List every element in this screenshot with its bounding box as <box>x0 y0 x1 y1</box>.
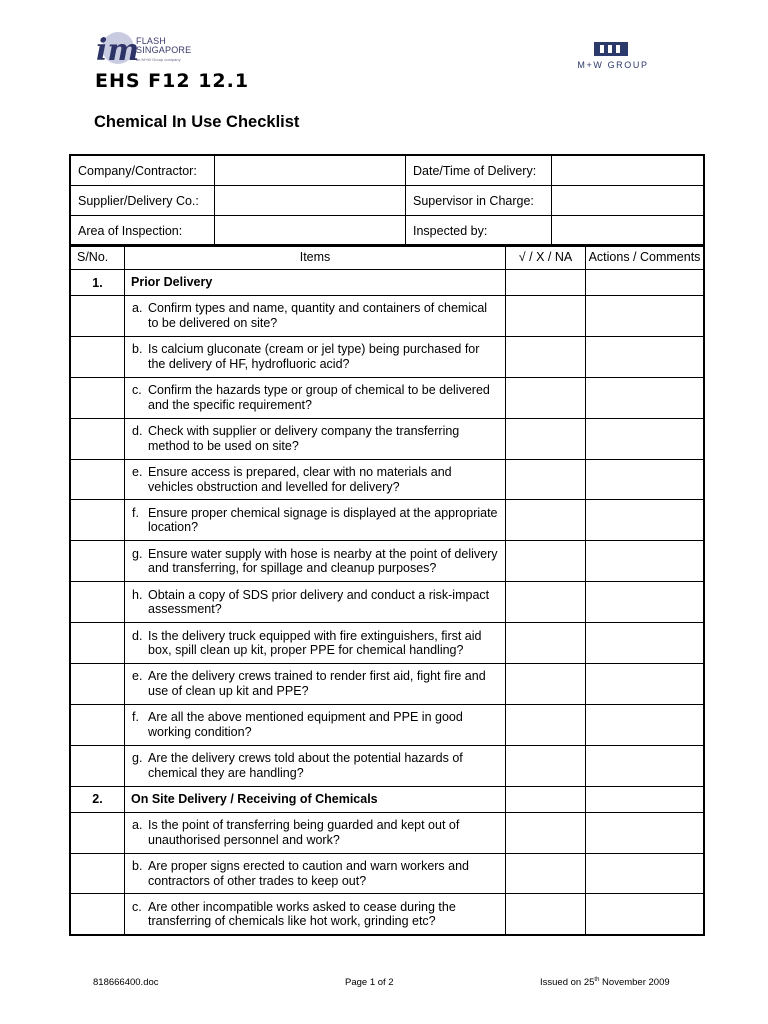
comments-cell[interactable] <box>586 786 705 812</box>
checklist-item-row <box>70 582 704 623</box>
checklist-item-row <box>70 296 704 337</box>
item-text: Are the delivery crews trained to render first aid, fight fire and use of clean up kit and PPE? <box>148 669 486 698</box>
item-text: Is calcium gluconate (cream or jel type) being purchased for the delivery of HF, hydrofluoric acid? <box>148 342 480 371</box>
item-letter: d. <box>132 424 143 439</box>
info-label: Area of Inspection: <box>70 216 215 247</box>
footer-issued-prefix: Issued on 25 <box>540 977 595 989</box>
info-label: Company/Contractor: <box>70 155 215 186</box>
footer-issued-sup: th <box>594 977 600 983</box>
mark-cell[interactable] <box>506 623 586 664</box>
sno-cell <box>70 377 125 418</box>
item-text: Is the point of transferring being guarded and kept out of unauthorised personnel and work? <box>148 818 460 847</box>
item-text: Obtain a copy of SDS prior delivery and conduct a risk-impact assessment? <box>148 587 490 617</box>
sno-cell <box>70 582 125 623</box>
mark-cell[interactable] <box>506 853 586 894</box>
flash-singapore-logo <box>94 28 204 70</box>
sno-cell <box>70 623 125 664</box>
checklist-item-row <box>70 500 704 541</box>
sno-cell <box>70 853 125 894</box>
comments-cell[interactable] <box>586 623 705 664</box>
comments-cell[interactable] <box>586 745 705 786</box>
item-text: Are proper signs erected to caution and warn workers and contractors of other trades to keep out? <box>148 859 470 888</box>
sno-cell <box>70 459 125 500</box>
checklist-item-row <box>70 894 704 935</box>
item-letter: c. <box>132 383 142 398</box>
sno-cell <box>70 336 125 377</box>
checklist-header-row <box>70 245 704 270</box>
item-letter: a. <box>132 301 143 316</box>
info-label: Inspected by: <box>406 216 552 247</box>
item-cell <box>125 582 506 623</box>
logo-left-text: FLASH SINGAPORE <box>136 36 192 55</box>
info-value-field[interactable] <box>552 186 705 216</box>
mark-cell[interactable] <box>506 894 586 935</box>
comments-cell[interactable] <box>586 704 705 745</box>
mw-group-logo <box>554 42 672 72</box>
header-items: Items <box>125 245 506 270</box>
item-letter: f. <box>132 505 139 520</box>
item-text: Check with supplier or delivery company the transferring method to be used on site? <box>148 424 460 453</box>
item-cell <box>125 812 506 853</box>
section-title: Prior Delivery <box>125 270 506 296</box>
item-text: Ensure proper chemical signage is displayed at the appropriate location? <box>148 505 498 535</box>
logo-right-text: M+W GROUP <box>577 60 649 70</box>
mark-cell[interactable] <box>506 541 586 582</box>
document-title: Chemical In Use Checklist <box>94 113 300 131</box>
info-value-field[interactable] <box>215 186 406 216</box>
mark-cell[interactable] <box>506 377 586 418</box>
item-cell <box>125 296 506 337</box>
sno-cell <box>70 812 125 853</box>
item-text: Are all the above mentioned equipment and PPE in good working condition? <box>148 710 463 739</box>
comments-cell[interactable] <box>586 500 705 541</box>
item-cell <box>125 459 506 500</box>
item-cell <box>125 894 506 935</box>
mark-cell[interactable] <box>506 704 586 745</box>
mark-cell[interactable] <box>506 786 586 812</box>
item-cell <box>125 377 506 418</box>
info-value-field[interactable] <box>215 155 406 186</box>
item-letter: e. <box>132 669 143 684</box>
sno-cell <box>70 418 125 459</box>
mark-cell[interactable] <box>506 812 586 853</box>
info-label: Date/Time of Delivery: <box>406 155 552 186</box>
sno-cell <box>70 894 125 935</box>
item-letter: h. <box>132 587 143 602</box>
mark-cell[interactable] <box>506 500 586 541</box>
sno-cell <box>70 664 125 705</box>
comments-cell[interactable] <box>586 296 705 337</box>
info-row <box>70 186 704 216</box>
sno-cell <box>70 296 125 337</box>
footer-issued-suffix: November 2009 <box>599 977 670 989</box>
item-letter: b. <box>132 342 143 357</box>
comments-cell[interactable] <box>586 664 705 705</box>
comments-cell[interactable] <box>586 853 705 894</box>
mark-cell[interactable] <box>506 418 586 459</box>
comments-cell[interactable] <box>586 812 705 853</box>
mark-cell[interactable] <box>506 336 586 377</box>
item-cell <box>125 500 506 541</box>
info-value-field[interactable] <box>552 155 705 186</box>
info-row <box>70 155 704 186</box>
item-cell <box>125 704 506 745</box>
header-actions: Actions / Comments <box>586 245 705 270</box>
item-cell <box>125 664 506 705</box>
info-row <box>70 216 704 247</box>
item-letter: g. <box>132 751 143 766</box>
item-cell <box>125 745 506 786</box>
im-logo-icon <box>94 28 140 68</box>
comments-cell[interactable] <box>586 418 705 459</box>
logo-left-tagline: an M+W Group company <box>136 57 181 62</box>
checklist-item-row <box>70 459 704 500</box>
mark-cell[interactable] <box>506 745 586 786</box>
checklist-item-row <box>70 377 704 418</box>
checklist-item-row <box>70 704 704 745</box>
info-value-field[interactable] <box>215 216 406 247</box>
footer-filename: 818666400.doc <box>93 977 159 988</box>
header-sno: S/No. <box>70 245 125 270</box>
section-title: On Site Delivery / Receiving of Chemicals <box>125 786 506 812</box>
item-letter: a. <box>132 818 143 833</box>
checklist-item-row <box>70 418 704 459</box>
mark-cell[interactable] <box>506 582 586 623</box>
section-row <box>70 270 704 296</box>
checklist-item-row <box>70 541 704 582</box>
item-text: Confirm types and name, quantity and containers of chemical to be delivered on site? <box>148 301 488 330</box>
item-text: Ensure water supply with hose is nearby at the point of delivery and transferring, for spillage and cleanup purposes? <box>148 546 498 576</box>
document-code: EHS F12 12.1 <box>95 70 250 92</box>
comments-cell[interactable] <box>586 377 705 418</box>
comments-cell[interactable] <box>586 541 705 582</box>
item-letter: d. <box>132 628 143 643</box>
item-text: Confirm the hazards type or group of chemical to be delivered and the specific requirement? <box>148 383 490 412</box>
item-cell <box>125 336 506 377</box>
checklist-item-row <box>70 623 704 664</box>
item-text: Are the delivery crews told about the potential hazards of chemical they are handling? <box>148 751 463 780</box>
comments-cell[interactable] <box>586 336 705 377</box>
section-number: 2. <box>70 786 125 812</box>
section-number: 1. <box>70 270 125 296</box>
checklist-item-row <box>70 812 704 853</box>
item-text: Are other incompatible works asked to cease during the transferring of chemicals like hot work, grinding etc? <box>148 899 456 929</box>
info-table <box>69 154 705 247</box>
item-cell <box>125 853 506 894</box>
item-text: Is the delivery truck equipped with fire extinguishers, first aid box, spill clean up kit, proper PPE for chemical handling? <box>148 628 482 658</box>
mark-cell[interactable] <box>506 296 586 337</box>
checklist-item-row <box>70 336 704 377</box>
sno-cell <box>70 704 125 745</box>
item-cell <box>125 418 506 459</box>
item-cell <box>125 541 506 582</box>
item-cell <box>125 623 506 664</box>
header-mark: √ / X / NA <box>506 245 586 270</box>
mark-cell[interactable] <box>506 664 586 705</box>
info-label: Supervisor in Charge: <box>406 186 552 216</box>
mw-logo-icon <box>594 42 628 58</box>
item-letter: b. <box>132 859 143 874</box>
footer-page: Page 1 of 2 <box>345 977 394 988</box>
item-letter: e. <box>132 465 143 479</box>
sno-cell <box>70 745 125 786</box>
sno-cell <box>70 541 125 582</box>
svg-text:im: im <box>96 33 140 68</box>
sno-cell <box>70 500 125 541</box>
item-letter: c. <box>132 899 142 914</box>
comments-cell[interactable] <box>586 459 705 500</box>
item-letter: f. <box>132 710 139 725</box>
checklist-item-row <box>70 853 704 894</box>
checklist-item-row <box>70 745 704 786</box>
section-row <box>70 786 704 812</box>
comments-cell[interactable] <box>586 582 705 623</box>
info-value-field[interactable] <box>552 216 705 247</box>
comments-cell[interactable] <box>586 270 705 296</box>
item-letter: g. <box>132 546 143 561</box>
mark-cell[interactable] <box>506 459 586 500</box>
comments-cell[interactable] <box>586 894 705 935</box>
checklist-table <box>69 244 705 936</box>
item-text: Ensure access is prepared, clear with no materials and vehicles obstruction and levelled for delivery? <box>148 465 452 494</box>
footer-issued <box>540 977 670 988</box>
checklist-item-row <box>70 664 704 705</box>
info-label: Supplier/Delivery Co.: <box>70 186 215 216</box>
mark-cell[interactable] <box>506 270 586 296</box>
